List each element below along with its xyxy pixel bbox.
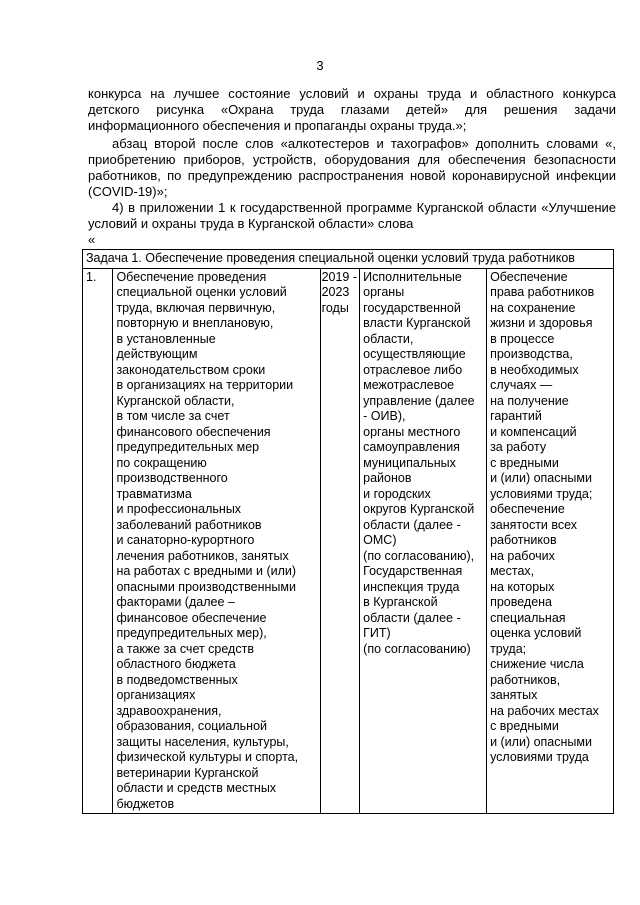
- cell-line: повторную и внеплановую,: [116, 316, 274, 330]
- row-number: 1.: [83, 268, 113, 814]
- cell-line: (по согласованию): [363, 641, 471, 656]
- cell-line: районов: [363, 471, 412, 485]
- program-table: [82, 249, 614, 814]
- cell-line: и городских: [363, 486, 431, 501]
- cell-line: оценка условий: [490, 626, 582, 640]
- cell-line: области и средств местных: [116, 781, 277, 795]
- cell-line: в организациях на территории: [116, 378, 294, 392]
- result-cell: [487, 268, 614, 814]
- open-quote-mark: «: [88, 232, 96, 247]
- cell-line: отраслевое либо: [363, 362, 463, 377]
- cell-line: государственной: [363, 300, 461, 315]
- paragraph-2: абзац второй после слов «алкотестеров и тахографов» дополнить словами «, приобретению приборов, устройств, оборудования для обеспечения безопасности работников, по предупреждению распространения новой коронавирусной инфекции (COVID-19)»;: [88, 136, 616, 199]
- cell-line: - ОИВ),: [363, 409, 406, 423]
- cell-line: (по согласованию),: [363, 548, 475, 563]
- period-cell: [320, 268, 360, 814]
- cell-line: условиями труда;: [490, 486, 593, 501]
- cell-line: самоуправления: [363, 440, 460, 454]
- cell-line: защиты населения, культуры,: [116, 734, 289, 749]
- cell-line: с вредными: [490, 719, 559, 733]
- cell-line: и (или) опасными: [490, 471, 592, 485]
- cell-line: с вредными: [490, 455, 559, 470]
- cell-line: за работу: [490, 440, 547, 454]
- task-row: [83, 250, 614, 269]
- cell-line: занятых: [490, 688, 538, 702]
- cell-line: снижение числа: [490, 657, 584, 671]
- cell-line: обеспечение: [490, 502, 565, 516]
- task-heading: Задача 1. Обеспечение проведения специальной оценки условий труда работников: [83, 250, 614, 269]
- cell-line: финансового обеспечения: [116, 424, 271, 439]
- cell-line: Государственная: [363, 564, 463, 578]
- cell-line: Исполнительные: [363, 269, 462, 284]
- cell-line: инспекция труда: [363, 579, 460, 594]
- cell-line: законодательством сроки: [116, 362, 266, 377]
- cell-line: жизни и здоровья: [490, 316, 593, 330]
- cell-line: 2019 -: [321, 269, 358, 284]
- cell-line: на рабочих местах: [490, 703, 599, 718]
- cell-line: Обеспечение проведения: [116, 269, 267, 284]
- cell-line: муниципальных: [363, 455, 456, 470]
- cell-line: и профессиональных: [116, 502, 242, 516]
- cell-line: физической культуры и спорта,: [116, 750, 299, 764]
- cell-line: в процессе: [490, 331, 555, 346]
- cell-line: в подведомственных: [116, 672, 238, 687]
- cell-line: органы: [363, 285, 405, 299]
- cell-line: финансовое обеспечение: [116, 610, 267, 625]
- cell-line: в необходимых: [490, 362, 579, 377]
- cell-line: области (далее -: [363, 517, 461, 532]
- activity-cell: [113, 268, 320, 814]
- cell-line: проведена: [490, 595, 553, 609]
- cell-line: 2023: [321, 285, 350, 299]
- cell-line: области (далее -: [363, 610, 461, 625]
- cell-line: ОМС): [363, 533, 397, 547]
- cell-line: Обеспечение: [490, 269, 568, 284]
- cell-line: органы местного: [363, 424, 461, 439]
- cell-line: условиями труда: [490, 750, 589, 764]
- cell-line: здравоохранения,: [116, 703, 222, 718]
- cell-line: занятости всех: [490, 517, 578, 532]
- cell-line: предупредительных мер),: [116, 626, 267, 640]
- cell-line: опасными производственными: [116, 579, 296, 594]
- executors-cell: [360, 268, 487, 814]
- cell-line: бюджетов: [116, 796, 175, 811]
- cell-line: случаях —: [490, 378, 553, 392]
- cell-line: межотраслевое: [363, 378, 455, 392]
- cell-line: на получение: [490, 393, 569, 408]
- cell-line: в том числе за счет: [116, 409, 230, 423]
- cell-line: Курганской области,: [116, 393, 235, 408]
- cell-line: местах,: [490, 564, 535, 578]
- cell-line: на сохранение: [490, 300, 576, 315]
- cell-line: организациях: [116, 688, 196, 702]
- cell-line: власти Курганской: [363, 316, 471, 330]
- cell-line: области,: [363, 331, 414, 346]
- table-row: [83, 268, 614, 814]
- cell-line: округов Курганской: [363, 502, 475, 516]
- cell-line: а также за счет средств: [116, 641, 254, 656]
- cell-line: управление (далее: [363, 393, 475, 408]
- cell-line: труда, включая первичную,: [116, 300, 276, 315]
- cell-line: образования, социальной: [116, 719, 268, 733]
- cell-line: и (или) опасными: [490, 734, 592, 749]
- cell-line: ГИТ): [363, 626, 391, 640]
- cell-line: на работах с вредными и (или): [116, 564, 297, 578]
- cell-line: по сокращению: [116, 455, 207, 470]
- cell-line: травматизма: [116, 486, 192, 501]
- cell-line: производственного: [116, 471, 228, 485]
- cell-line: специальная: [490, 610, 566, 625]
- cell-line: и санаторно-курортного: [116, 533, 255, 547]
- cell-line: в установленные: [116, 331, 216, 346]
- cell-line: на рабочих: [490, 548, 555, 563]
- cell-line: осуществляющие: [363, 347, 466, 361]
- cell-line: областного бюджета: [116, 657, 236, 671]
- cell-line: годы: [321, 300, 349, 315]
- cell-line: предупредительных мер: [116, 440, 260, 454]
- cell-line: на которых: [490, 579, 555, 594]
- cell-line: работников: [490, 533, 557, 547]
- cell-line: в Курганской: [363, 595, 438, 609]
- cell-line: специальной оценки условий: [116, 285, 287, 299]
- cell-line: гарантий: [490, 409, 542, 423]
- cell-line: лечения работников, занятых: [116, 548, 289, 563]
- cell-line: и компенсаций: [490, 424, 577, 439]
- cell-line: ветеринарии Курганской: [116, 765, 259, 780]
- cell-line: заболеваний работников: [116, 517, 262, 532]
- page-number: 3: [316, 58, 324, 73]
- cell-line: производства,: [490, 347, 573, 361]
- cell-line: труда;: [490, 641, 527, 656]
- cell-line: факторами (далее –: [116, 595, 235, 609]
- cell-line: работников,: [490, 672, 561, 687]
- cell-line: права работников: [490, 285, 595, 299]
- paragraph-3: 4) в приложении 1 к государственной программе Курганской области «Улучшение условий и охраны труда в Курганской области» слова: [88, 200, 616, 231]
- paragraph-1: конкурса на лучшее состояние условий и охраны труда и областного конкурса детского рисунка «Охрана труда глазами детей» для решения задачи информационного обеспечения и пропаганды охраны труда.»;: [88, 86, 616, 133]
- cell-line: действующим: [116, 347, 198, 361]
